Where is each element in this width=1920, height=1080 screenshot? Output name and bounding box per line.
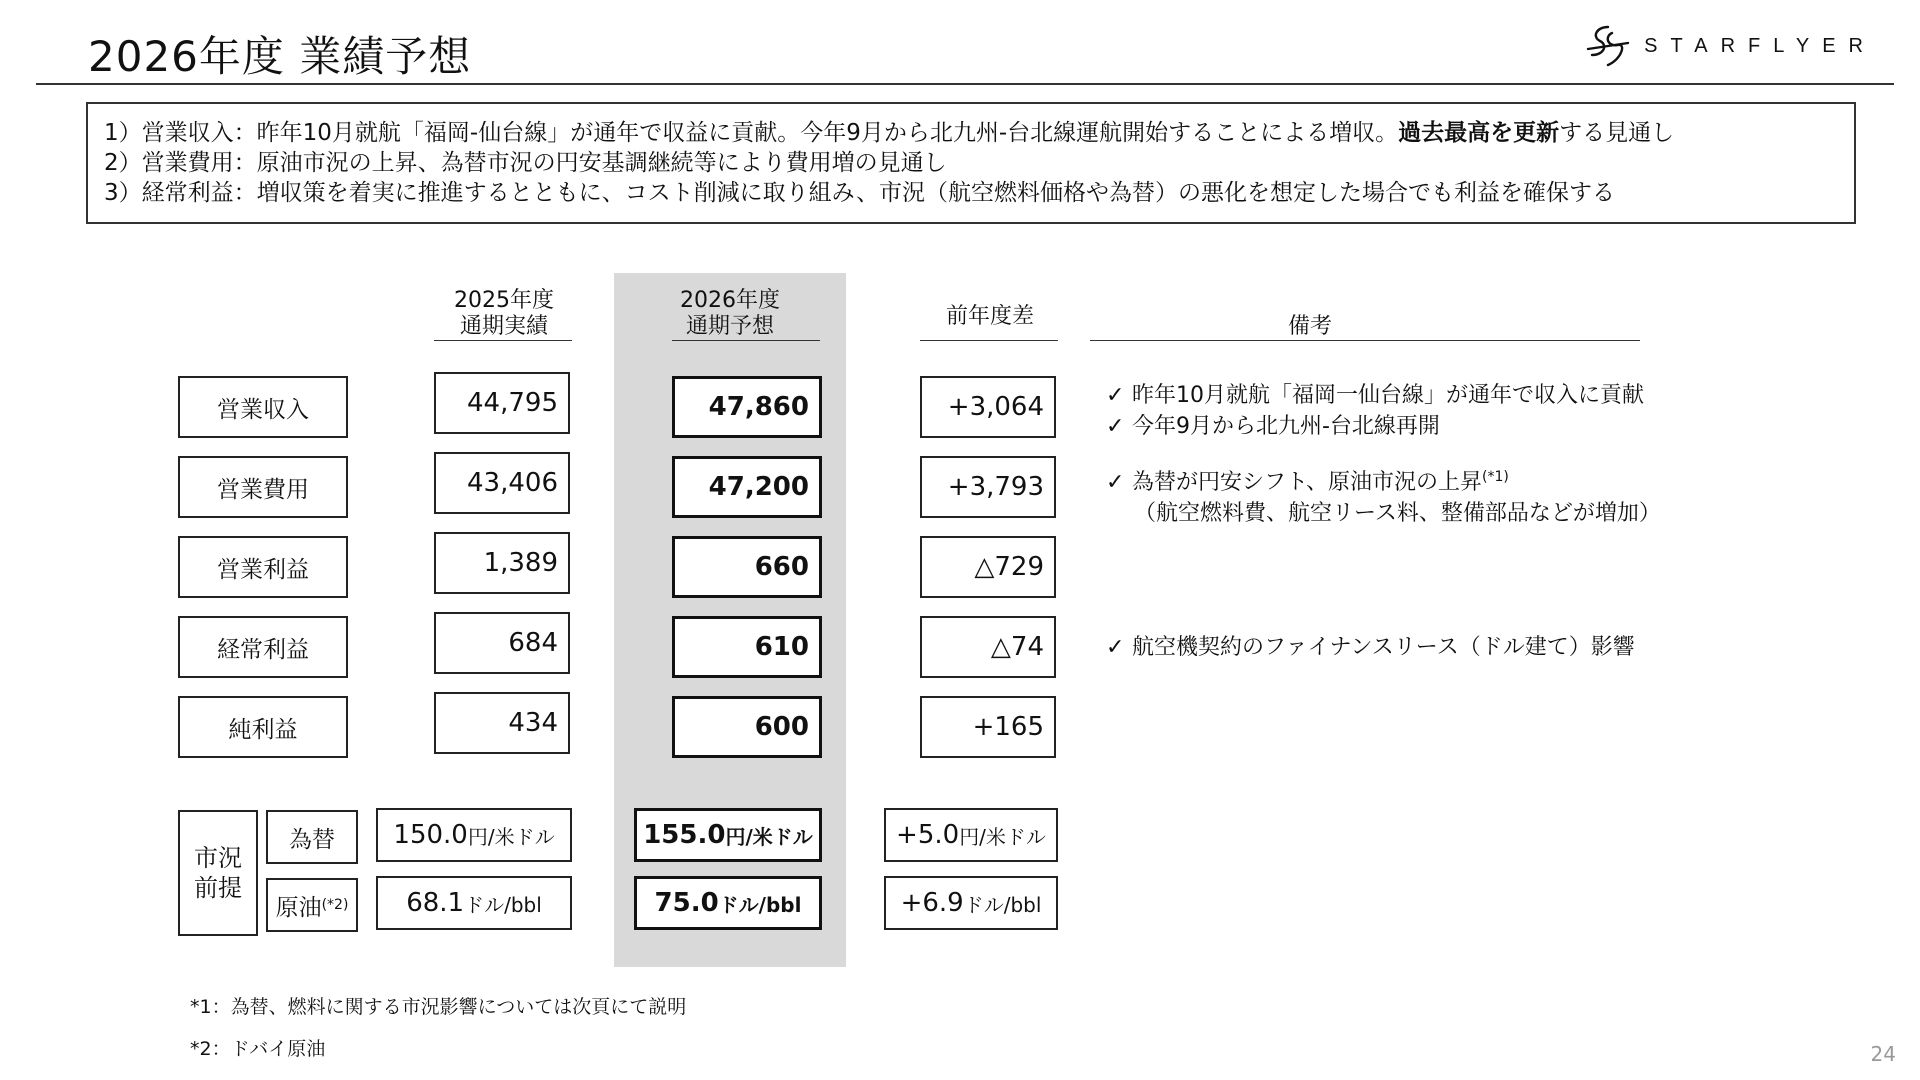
value-fy2025: 684 xyxy=(434,612,570,674)
market-assumptions-label xyxy=(178,810,258,936)
remark-text: 為替が円安シフト、原油市況の上昇 xyxy=(1132,470,1483,495)
summary-box xyxy=(86,102,1856,224)
row-label-net-income: 純利益 xyxy=(178,696,348,758)
value-fy2025: 434 xyxy=(434,692,570,754)
check-icon: ✓ xyxy=(1106,470,1125,495)
value-fy2026: 600 xyxy=(672,696,822,758)
title-divider xyxy=(36,83,1894,85)
footnote-1: *1：為替、燃料に関する市況影響については次頁にて説明 xyxy=(190,996,687,1018)
header-underline xyxy=(434,340,572,341)
oil-value: +6.9 xyxy=(900,888,964,918)
value-diff: +165 xyxy=(920,696,1056,758)
oil-fy2025 xyxy=(376,876,572,930)
row-label-ordinary-income: 経常利益 xyxy=(178,616,348,678)
header-fy2026-type: 通期予想 xyxy=(685,314,774,339)
remark-ordinary xyxy=(1106,632,1635,663)
remark-revenue xyxy=(1106,380,1644,442)
fx-value: 150.0 xyxy=(393,820,468,850)
value-fy2025: 43,406 xyxy=(434,452,570,514)
remark-text: 今年9月から北九州-台北線再開 xyxy=(1132,414,1440,439)
oil-label-text: 原油 xyxy=(275,894,322,921)
starflyer-logo-icon xyxy=(1578,21,1638,71)
remark-text: 航空機契約のファイナンスリース（ドル建て）影響 xyxy=(1132,635,1635,660)
oil-label xyxy=(266,878,358,932)
value-fy2026: 47,200 xyxy=(672,456,822,518)
value-diff: +3,064 xyxy=(920,376,1056,438)
fx-unit: 円/米ドル xyxy=(467,824,555,849)
logo-wordmark: STARFLYER xyxy=(1644,34,1876,57)
remark-expense xyxy=(1106,462,1661,529)
value-diff: △74 xyxy=(920,616,1056,678)
summary-text: 1）営業収入：昨年10月就航「福岡-仙台線」が通年で収益に貢献。今年9月から北九州-台北線運航開始することによる増収。 xyxy=(104,120,1399,146)
remark-line xyxy=(1106,411,1644,442)
header-remarks: 備考 xyxy=(1287,314,1332,339)
summary-text: 2）営業費用：原油市況の上昇、為替市況の円安基調継続等により費用増の見通し xyxy=(104,150,947,176)
remark-line: （航空燃料費、航空リース料、整備部品などが増加） xyxy=(1134,501,1661,526)
fx-fy2025 xyxy=(376,808,572,862)
oil-fy2026 xyxy=(634,876,822,930)
row-label-operating-expense: 営業費用 xyxy=(178,456,348,518)
oil-unit: ドル/bbl xyxy=(718,892,802,917)
company-logo xyxy=(1578,26,1876,66)
remark-line xyxy=(1106,632,1635,663)
value-fy2025: 44,795 xyxy=(434,372,570,434)
value-diff: △729 xyxy=(920,536,1056,598)
summary-text: 3）経常利益：増収策を着実に推進するとともに、コスト削減に取り組み、市況（航空燃料価格や為替）の悪化を想定した場合でも利益を確保する xyxy=(104,180,1616,206)
row-label-operating-revenue: 営業収入 xyxy=(178,376,348,438)
row-label-operating-income: 営業利益 xyxy=(178,536,348,598)
header-fy2025-type: 通期実績 xyxy=(459,314,548,339)
header-underline xyxy=(672,340,820,341)
value-fy2025: 1,389 xyxy=(434,532,570,594)
market-label-line: 市況 xyxy=(194,844,242,872)
summary-line-1 xyxy=(104,118,1838,148)
summary-line-2 xyxy=(104,148,1838,178)
footnote-ref: (*1) xyxy=(1482,469,1509,485)
summary-emphasis: 過去最高を更新 xyxy=(1398,120,1560,146)
fx-fy2026 xyxy=(634,808,822,862)
remark-line xyxy=(1106,462,1661,498)
check-icon: ✓ xyxy=(1106,635,1125,660)
summary-text: する見通し xyxy=(1559,120,1675,146)
header-diff: 前年度差 xyxy=(945,304,1034,329)
fx-value: 155.0 xyxy=(643,820,726,850)
remark-text: 昨年10月就航「福岡一仙台線」が通年で収入に貢献 xyxy=(1132,383,1644,408)
market-label-line: 前提 xyxy=(194,874,242,902)
oil-value: 68.1 xyxy=(406,888,465,918)
page-number: 24 xyxy=(1870,1042,1896,1066)
header-fy2025 xyxy=(434,288,574,340)
fx-diff xyxy=(884,808,1058,862)
oil-value: 75.0 xyxy=(654,888,719,918)
fx-unit: 円/米ドル xyxy=(959,824,1046,849)
value-fy2026: 660 xyxy=(672,536,822,598)
oil-unit: ドル/bbl xyxy=(464,892,542,917)
fx-label: 為替 xyxy=(266,810,358,864)
footnote-ref: (*2) xyxy=(321,897,349,913)
value-fy2026: 610 xyxy=(672,616,822,678)
page-title: 2026年度 業績予想 xyxy=(88,32,472,81)
oil-diff xyxy=(884,876,1058,930)
header-fy2025-year: 2025年度 xyxy=(454,288,554,313)
value-diff: +3,793 xyxy=(920,456,1056,518)
value-fy2026: 47,860 xyxy=(672,376,822,438)
header-underline xyxy=(1090,340,1640,341)
remark-line xyxy=(1106,380,1644,411)
check-icon: ✓ xyxy=(1106,383,1125,408)
header-fy2026 xyxy=(660,288,800,340)
check-icon: ✓ xyxy=(1106,414,1125,439)
fx-unit: 円/米ドル xyxy=(725,824,813,849)
fx-value: +5.0 xyxy=(896,820,960,850)
footnote-2: *2：ドバイ原油 xyxy=(190,1038,326,1060)
oil-unit: ドル/bbl xyxy=(963,892,1042,917)
header-fy2026-year: 2026年度 xyxy=(680,288,780,313)
summary-line-3 xyxy=(104,178,1838,208)
header-underline xyxy=(920,340,1058,341)
